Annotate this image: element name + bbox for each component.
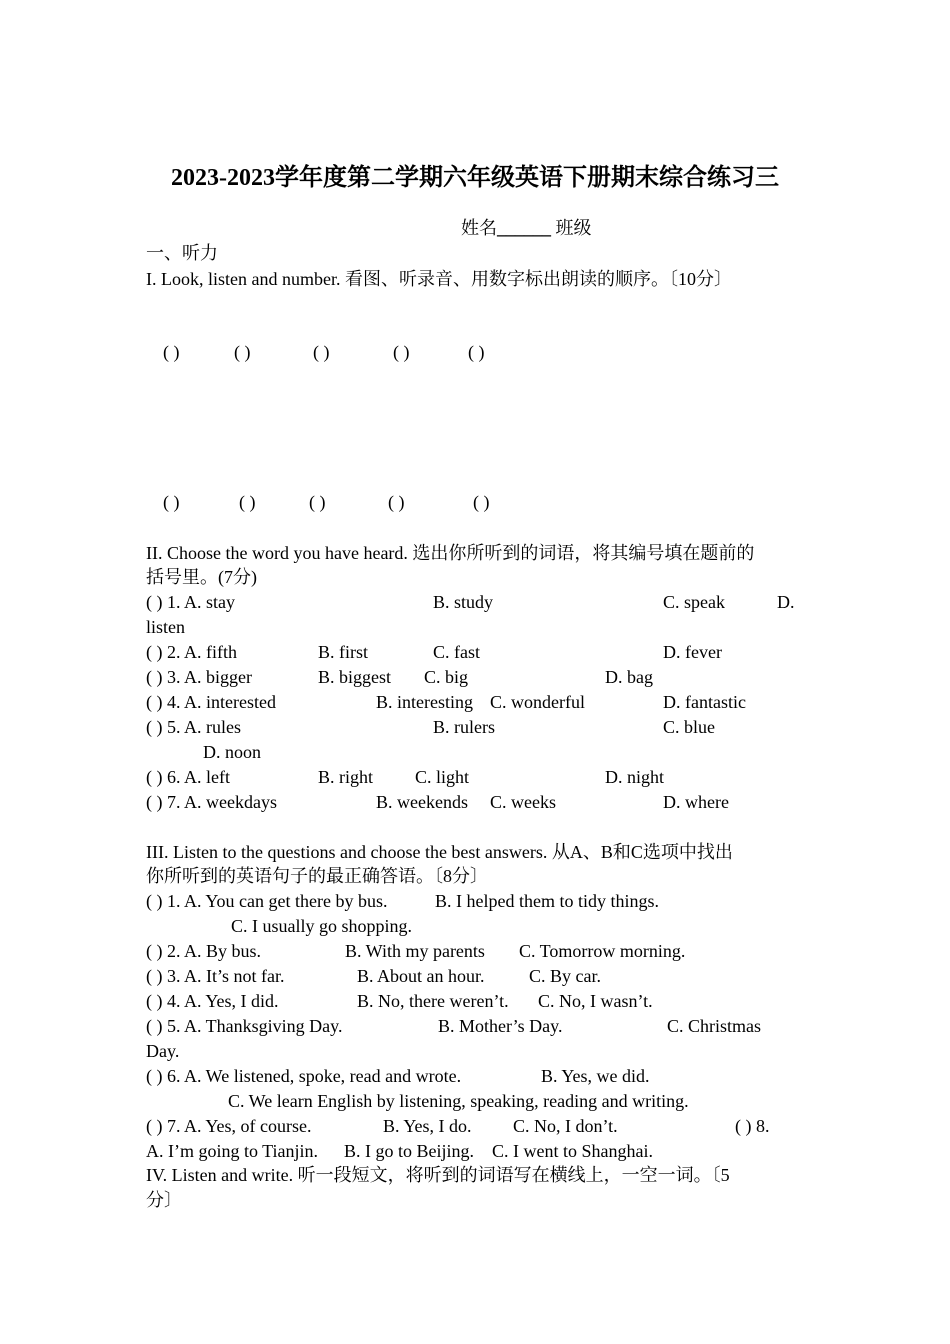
name-blank: ______ [497,218,551,238]
question-stem: ( ) 6. A. left [146,767,230,787]
option-d: D. noon [203,742,261,762]
option-b: B. rulers [433,717,495,737]
class-label: 班级 [555,218,592,238]
option-b: B. No, there weren’t. [357,991,509,1011]
option-c: C. I usually go shopping. [231,916,413,936]
option-c-wrap: Day. [146,1041,180,1061]
option-b: B. first [318,642,369,662]
answer-paren: ( ) [468,342,485,362]
option-b: B. About an hour. [357,966,485,986]
question-stem: ( ) 3. A. It’s not far. [146,966,285,986]
question-stem: ( ) 6. A. We listened, spoke, read and wrote. [146,1066,462,1086]
option-c: C. blue [663,717,715,737]
option-c: C. wonderful [490,692,585,712]
option-b: B. study [433,592,494,612]
answer-paren: ( ) [473,492,490,512]
option-d: D. fever [663,642,722,662]
part4-heading-line2: 分〕 [146,1190,182,1210]
part3-heading-line2: 你所听到的英语句子的最正确答语。〔8分〕 [146,866,488,886]
part4-heading-line1: IV. Listen and write. 听一段短文，将听到的词语写在横线上，一空一词。〔5 [146,1165,730,1185]
option-d: D. night [605,767,665,787]
question-stem: ( ) 4. A. interested [146,692,276,712]
question-stem: ( ) 7. A. weekdays [146,792,277,812]
page-title: 2023-2023学年度第二学期六年级英语下册期末综合练习三 [171,165,779,191]
part3-heading-line1: III. Listen to the questions and choose the best answers. 从A、B和C选项中找出 [146,842,733,862]
option-d: D. where [663,792,729,812]
option-b: B. weekends [376,792,468,812]
question-stem: ( ) 3. A. bigger [146,667,252,687]
option-b: B. I go to Beijing. [344,1141,474,1161]
name-label: 姓名 [461,218,497,238]
option-c: C. Christmas [667,1016,762,1036]
question-stem: ( ) 5. A. rules [146,717,241,737]
option-b: B. I helped them to tidy things. [435,891,659,911]
question-stem: ( ) 1. A. You can get there by bus. [146,891,388,911]
option-b: B. interesting [376,692,473,712]
option-c: C. I went to Shanghai. [492,1141,653,1161]
option-b: B. biggest [318,667,392,687]
answer-paren: ( ) [388,492,405,512]
option-c: C. Tomorrow morning. [519,941,686,961]
option-c: C. We learn English by listening, speaking, reading and writing. [228,1091,689,1111]
part2-heading-line1: II. Choose the word you have heard. 选出你所听到的词语，将其编号填在题前的 [146,543,755,563]
option-c: C. No, I don’t. [513,1116,618,1136]
option-d: D. fantastic [663,692,746,712]
answer-paren: ( ) [163,342,180,362]
answer-paren: ( ) [309,492,326,512]
option-d: D. bag [605,667,653,687]
question-stem: ( ) 5. A. Thanksgiving Day. [146,1016,343,1036]
option-c: C. fast [433,642,480,662]
question-stem: ( ) 1. A. stay [146,592,235,612]
option-c: C. By car. [529,966,601,986]
option-b: B. Yes, we did. [541,1066,650,1086]
option-a: A. I’m going to Tianjin. [146,1141,319,1161]
question-stem: ( ) 2. A. fifth [146,642,237,662]
answer-paren: ( ) [313,342,330,362]
question-stem: ( ) 7. A. Yes, of course. [146,1116,312,1136]
option-d-wrap: listen [146,617,185,637]
option-b: B. Yes, I do. [383,1116,472,1136]
part1-heading: I. Look, listen and number. 看图、听录音、用数字标出朗读的顺序。〔10分〕 [146,269,732,289]
question-8-stem: ( ) 8. [735,1116,770,1136]
section-listening: 一、听力 [146,243,218,263]
answer-paren: ( ) [239,492,256,512]
option-c: C. light [415,767,470,787]
option-c: C. speak [663,592,725,612]
question-stem: ( ) 2. A. By bus. [146,941,262,961]
answer-paren: ( ) [163,492,180,512]
question-stem: ( ) 4. A. Yes, I did. [146,991,279,1011]
part2-heading-line2: 括号里。(7分) [146,567,257,587]
answer-paren: ( ) [234,342,251,362]
option-d: D. [777,592,795,612]
header-name-class [461,217,592,239]
option-c: C. big [424,667,469,687]
option-b: B. right [318,767,374,787]
option-c: C. weeks [490,792,556,812]
option-c: C. No, I wasn’t. [538,991,653,1011]
answer-paren: ( ) [393,342,410,362]
option-b: B. Mother’s Day. [438,1016,563,1036]
option-b: B. With my parents [345,941,485,961]
